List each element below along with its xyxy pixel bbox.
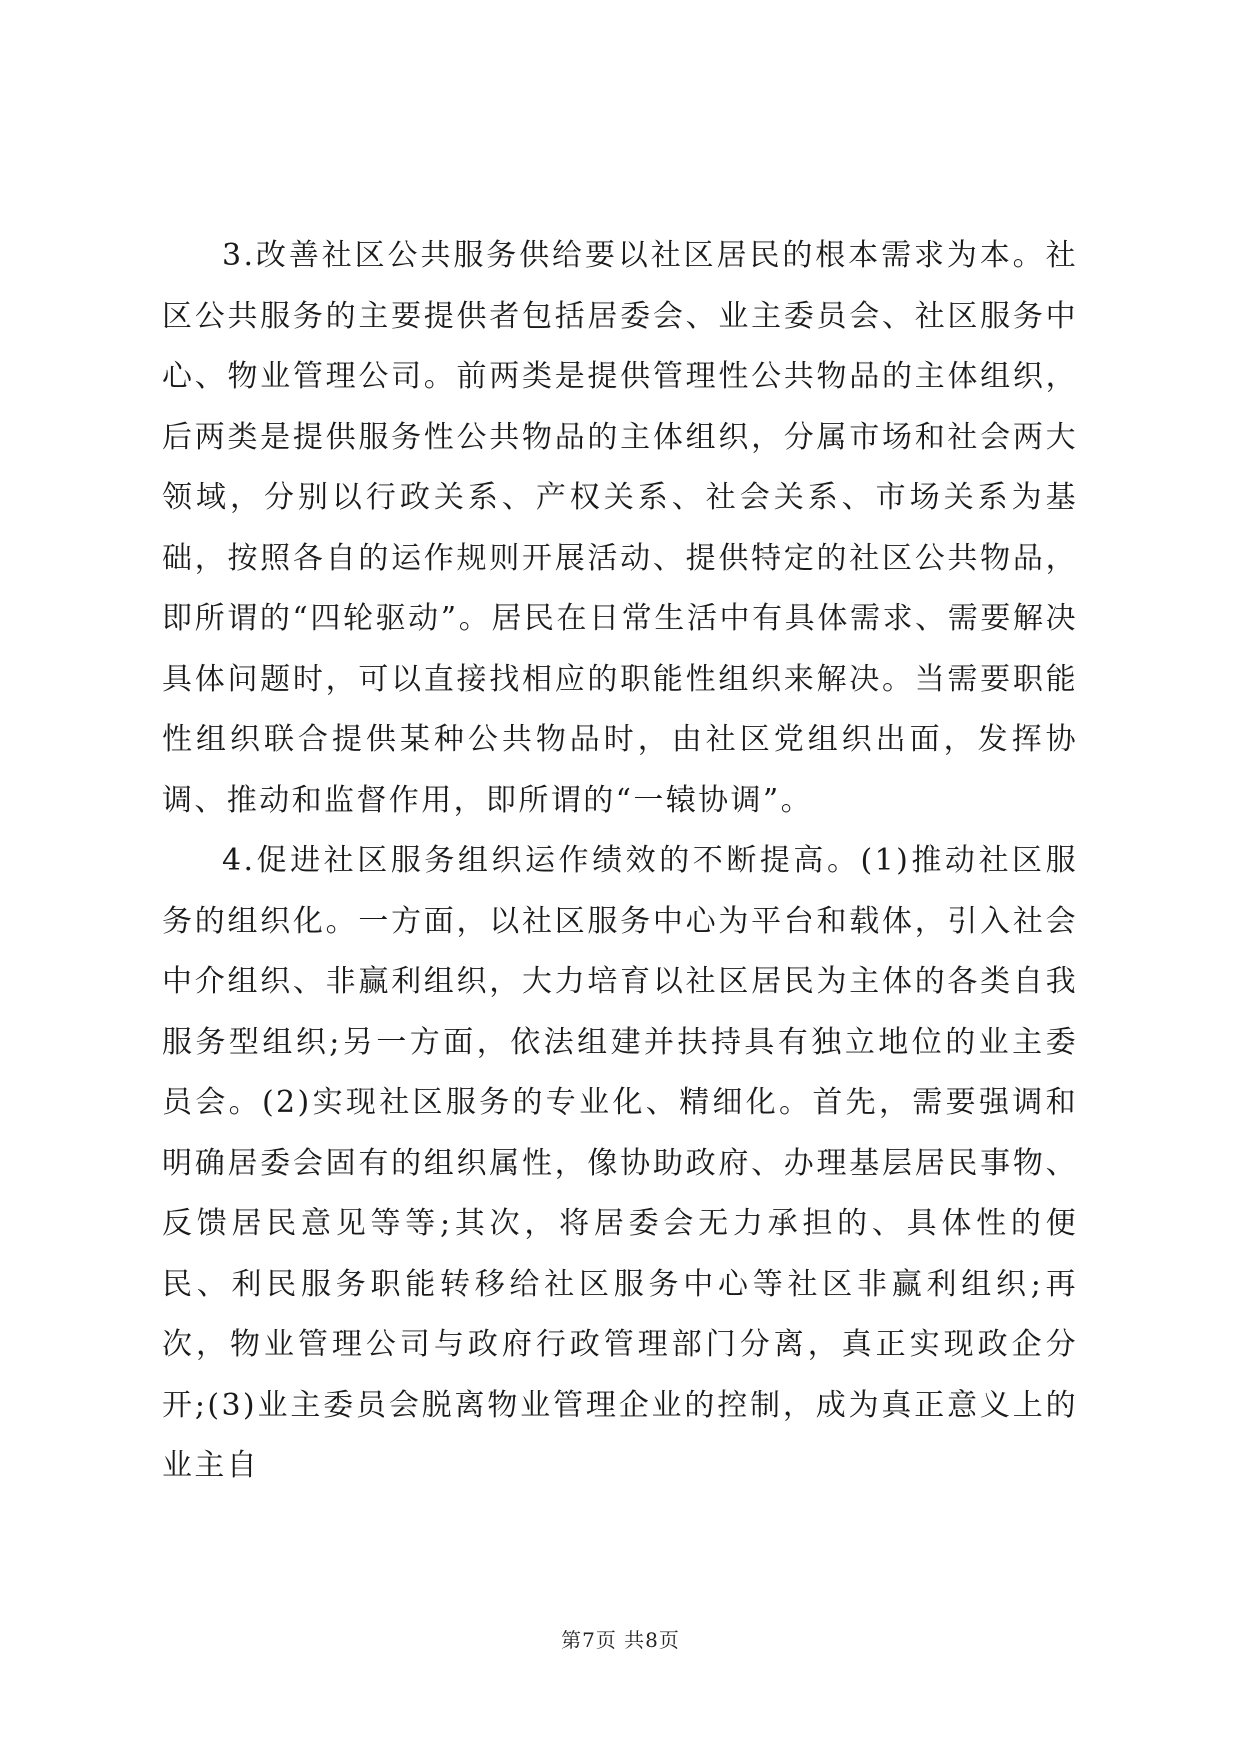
body-text [162, 226, 1078, 1497]
paragraph-3: 3.改善社区公共服务供给要以社区居民的根本需求为本。社区公共服务的主要提供者包括居委会、业主委员会、社区服务中心、物业管理公司。前两类是提供管理性公共物品的主体组织，后两类是提供服务性公共物品的主体组织，分属市场和社会两大领域，分别以行政关系、产权关系、社会关系、市场关系为基础，按照各自的运作规则开展活动、提供特定的社区公共物品，即所谓的“四轮驱动”。居民在日常生活中有具体需求、需要解决具体问题时，可以直接找相应的职能性组织来解决。当需要职能性组织联合提供某种公共物品时，由社区党组织出面，发挥协调、推动和监督作用，即所谓的“一辕协调”。 [162, 238, 1078, 818]
page-number: 第7页 共8页 [561, 1628, 680, 1652]
paragraph-4: 4.促进社区服务组织运作绩效的不断提高。(1)推动社区服务的组织化。一方面，以社区服务中心为平台和载体，引入社会中介组织、非赢利组织，大力培育以社区居民为主体的各类自我服务型组织;另一方面，依法组建并扶持具有独立地位的业主委员会。(2)实现社区服务的专业化、精细化。首先，需要强调和明确居委会固有的组织属性，像协助政府、办理基层居民事物、反馈居民意见等等;其次，将居委会无力承担的、具体性的便民、利民服务职能转移给社区服务中心等社区非赢利组织;再次，物业管理公司与政府行政管理部门分离，真正实现政企分开;(3)业主委员会脱离物业管理企业的控制，成为真正意义上的业主自 [162, 843, 1078, 1483]
page-footer [0, 1624, 1241, 1653]
